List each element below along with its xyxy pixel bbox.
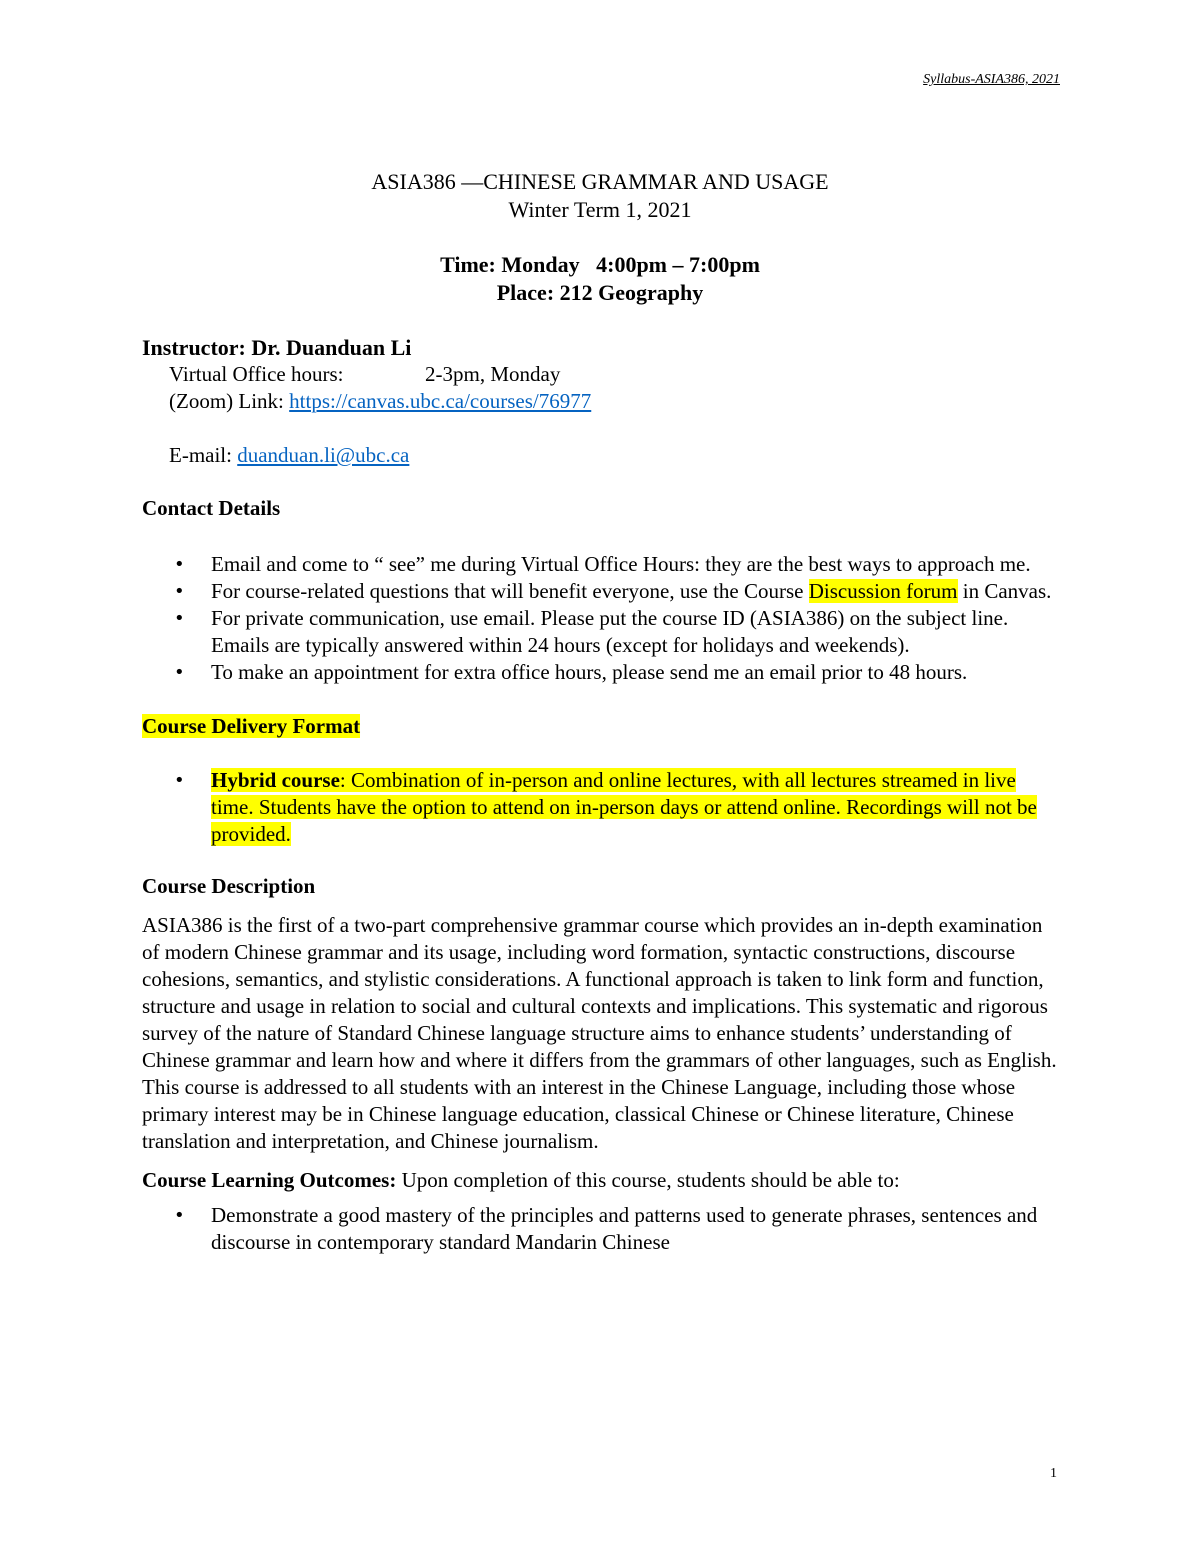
hybrid-course-label: Hybrid course xyxy=(211,768,340,792)
contact-item-text: For course-related questions that will benefit everyone, use the Course xyxy=(211,579,809,603)
outcomes-intro: Upon completion of this course, students should be able to: xyxy=(396,1168,900,1192)
contact-list xyxy=(142,551,1062,686)
course-title: ASIA386 —CHINESE GRAMMAR AND USAGE xyxy=(371,169,829,194)
office-hours-line xyxy=(142,361,1062,388)
zoom-link[interactable]: https://canvas.ubc.ca/courses/76977 xyxy=(289,389,592,413)
office-hours-label: Virtual Office hours: xyxy=(169,362,344,386)
description-text: ASIA386 is the first of a two-part comprehensive grammar course which provides an in-depth examination of modern Chinese grammar and its usage, including word formation, syntactic constructions, discourse cohesions, semantics, and stylistic considerations. A functional approach is taken to link form and function, structure and usage in relation to social and cultural contexts and implications. This systematic and rigorous survey of the nature of Standard Chinese language structure aims to enhance students’ understanding of Chinese grammar and learn how and where it differs from the grammars of other languages, such as English. This course is addressed to all students with an interest in the Chinese Language, including those whose primary interest may be in Chinese language education, classical Chinese or Chinese literature, Chinese translation and interpretation, and Chinese journalism. xyxy=(142,913,1057,1153)
outcomes-heading: Course Learning Outcomes: xyxy=(142,1168,397,1192)
email-link[interactable]: duanduan.li@ubc.ca xyxy=(237,443,410,467)
term: Winter Term 1, 2021 xyxy=(508,197,692,222)
delivery-list xyxy=(142,767,1062,848)
zoom-line xyxy=(142,388,1062,415)
description-heading: Course Description xyxy=(142,874,316,898)
discussion-forum-highlight: Discussion forum xyxy=(808,579,958,603)
page-number: 1 xyxy=(1050,1466,1057,1481)
running-header: Syllabus-ASIA386, 2021 xyxy=(923,72,1060,87)
list-item: • Email and come to “ see” me during Virtual Office Hours: they are the best ways to approach me. xyxy=(142,551,1062,578)
contact-heading: Contact Details xyxy=(142,496,281,520)
list-item xyxy=(142,767,1062,848)
contact-item-tail: in Canvas. xyxy=(957,579,1052,603)
list-item: • For private communication, use email. Please put the course ID (ASIA386) on the subject line. Emails are typically answered within 24 hours (except for holidays and weekends). xyxy=(142,605,1062,659)
outcomes-line xyxy=(142,1167,1062,1194)
email-label: E-mail: xyxy=(169,443,238,467)
list-item: • To make an appointment for extra office hours, please send me an email prior to 48 hours. xyxy=(142,659,1062,686)
class-time: Time: Monday 4:00pm – 7:00pm xyxy=(440,252,760,277)
outcomes-list xyxy=(142,1202,1062,1256)
hybrid-course-text: : Combination of in-person and online lectures, with all lectures streamed in live time. Students have the option to attend on in-person days or attend online. Recordings will not be provided. xyxy=(211,768,1037,846)
title-block xyxy=(0,168,1200,307)
class-place: Place: 212 Geography xyxy=(496,280,704,305)
zoom-label: (Zoom) Link: xyxy=(169,389,290,413)
office-hours-value: 2-3pm, Monday xyxy=(425,362,561,386)
list-item: • Demonstrate a good mastery of the principles and patterns used to generate phrases, sentences and discourse in contemporary standard Mandarin Chinese xyxy=(142,1202,1062,1256)
email-line xyxy=(142,442,1062,469)
list-item xyxy=(142,578,1062,605)
instructor-heading: Instructor: Dr. Duanduan Li xyxy=(142,335,412,360)
delivery-heading: Course Delivery Format xyxy=(142,714,361,738)
document-body xyxy=(142,334,1062,1256)
